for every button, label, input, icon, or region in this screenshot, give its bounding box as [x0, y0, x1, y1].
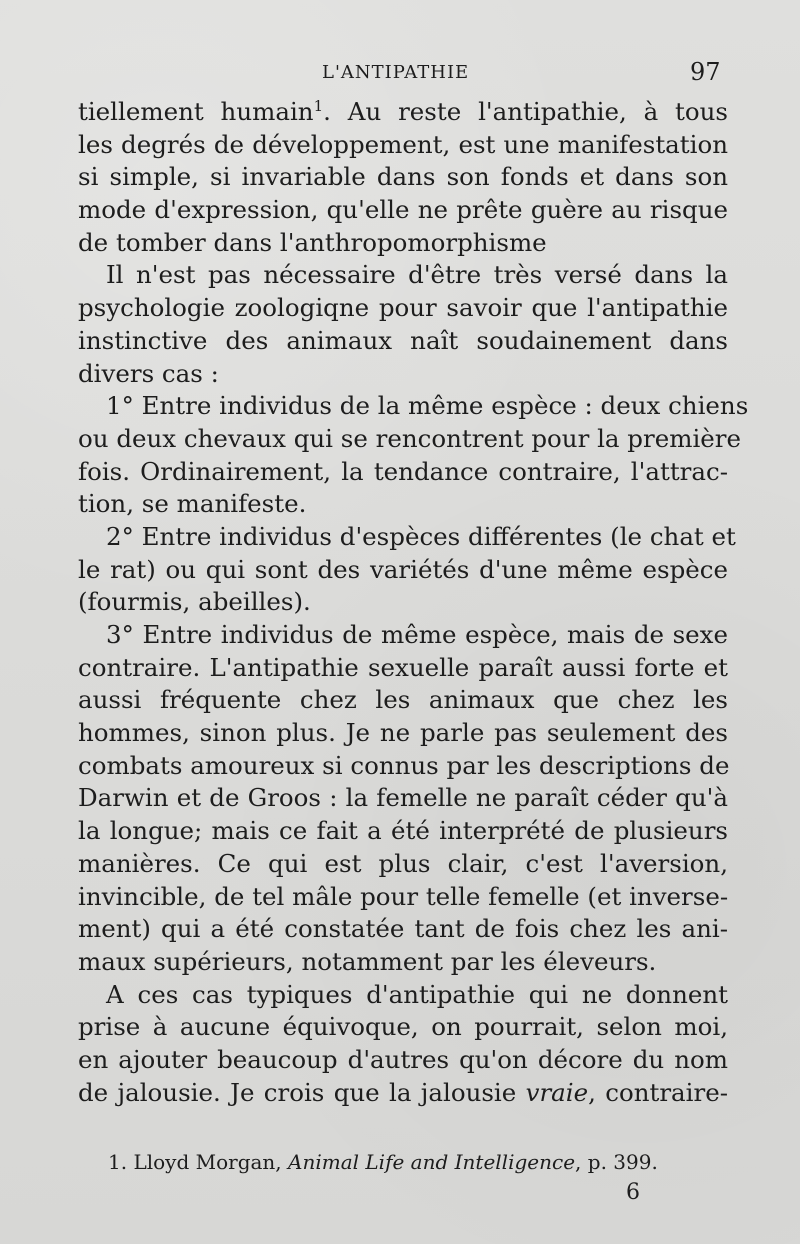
text-line: tion, se manifeste.: [78, 489, 307, 519]
line-segment: . Au reste l'antipathie, à tous: [323, 97, 728, 126]
text-line: 3° Entre individus de même espèce, mais de sexe: [106, 620, 728, 649]
text-line: divers cas :: [78, 358, 219, 388]
footnote-reference: 1: [313, 96, 324, 115]
text-line: si simple, si invariable dans son fonds et dans son: [78, 162, 728, 192]
signature-mark: 6: [626, 1180, 640, 1205]
text-line: les degrés de développement, est une manifestation: [78, 129, 728, 159]
text-line: instinctive des animaux naît soudainement dans: [78, 325, 728, 355]
text-line: Il n'est pas nécessaire d'être très versé dans la: [106, 260, 728, 290]
text-line: ment) qui a été constatée tant de fois chez les ani-: [78, 914, 728, 944]
text-line: [78, 96, 728, 129]
footnote-title: Animal Life and Intelligence: [288, 1150, 576, 1174]
text-line: maux supérieurs, notamment par les éleveurs.: [78, 946, 657, 976]
footnote-suffix: , p. 399.: [575, 1150, 658, 1174]
page-number: 97: [690, 58, 721, 86]
text-line: Darwin et de Groos : la femelle ne paraît céder qu'à: [78, 783, 728, 813]
text-line: la longue; mais ce fait a été interprété de plusieurs: [78, 816, 728, 846]
text-line: fois. Ordinairement, la tendance contraire, l'attrac-: [78, 456, 728, 486]
text-line: contraire. L'antipathie sexuelle paraît aussi forte et: [78, 652, 728, 682]
main-text: [78, 96, 749, 1109]
line-segment: tiellement humain: [78, 97, 314, 126]
line-segment: de jalousie. Je crois que la jalousie: [78, 1077, 526, 1107]
text-line: 2° Entre individus d'espèces différentes (le chat et: [106, 521, 736, 551]
text-line: le rat) ou qui sont des variétés d'une même espèce: [78, 554, 728, 584]
text-line: de tomber dans l'anthropomorphisme: [78, 227, 547, 257]
footnote: [108, 1150, 728, 1174]
text-line: invincible, de tel mâle pour telle femelle (et inverse-: [78, 881, 729, 911]
text-line: ou deux chevaux qui se rencontrent pour la première: [78, 423, 741, 453]
text-line: hommes, sinon plus. Je ne parle pas seulement des: [78, 718, 728, 748]
text-line: manières. Ce qui est plus clair, c'est l'aversion,: [78, 848, 728, 878]
chapter-title: L'ANTIPATHIE: [322, 62, 470, 83]
text-line: aussi fréquente chez les animaux que chez les: [78, 685, 728, 715]
text-line: en ajouter beaucoup d'autres qu'on décore du nom: [78, 1044, 728, 1074]
text-line: 1° Entre individus de la même espèce : deux chiens: [106, 391, 749, 421]
running-header: [0, 58, 800, 86]
text-line: mode d'expression, qu'elle ne prête guère au risque: [78, 195, 728, 225]
text-line: (fourmis, abeilles).: [78, 587, 311, 617]
text-line: prise à aucune équivoque, on pourrait, selon moi,: [78, 1012, 728, 1042]
text-line: [78, 1077, 728, 1110]
text-line: A ces cas typiques d'antipathie qui ne donnent: [106, 979, 728, 1009]
italic-word: vraie: [525, 1077, 589, 1107]
line-segment: , contraire-: [588, 1077, 728, 1107]
text-line: psychologie zoologiqne pour savoir que l'antipathie: [78, 293, 728, 323]
text-line: combats amoureux si connus par les descriptions de: [78, 750, 730, 780]
footnote-prefix: 1. Lloyd Morgan,: [108, 1150, 289, 1174]
